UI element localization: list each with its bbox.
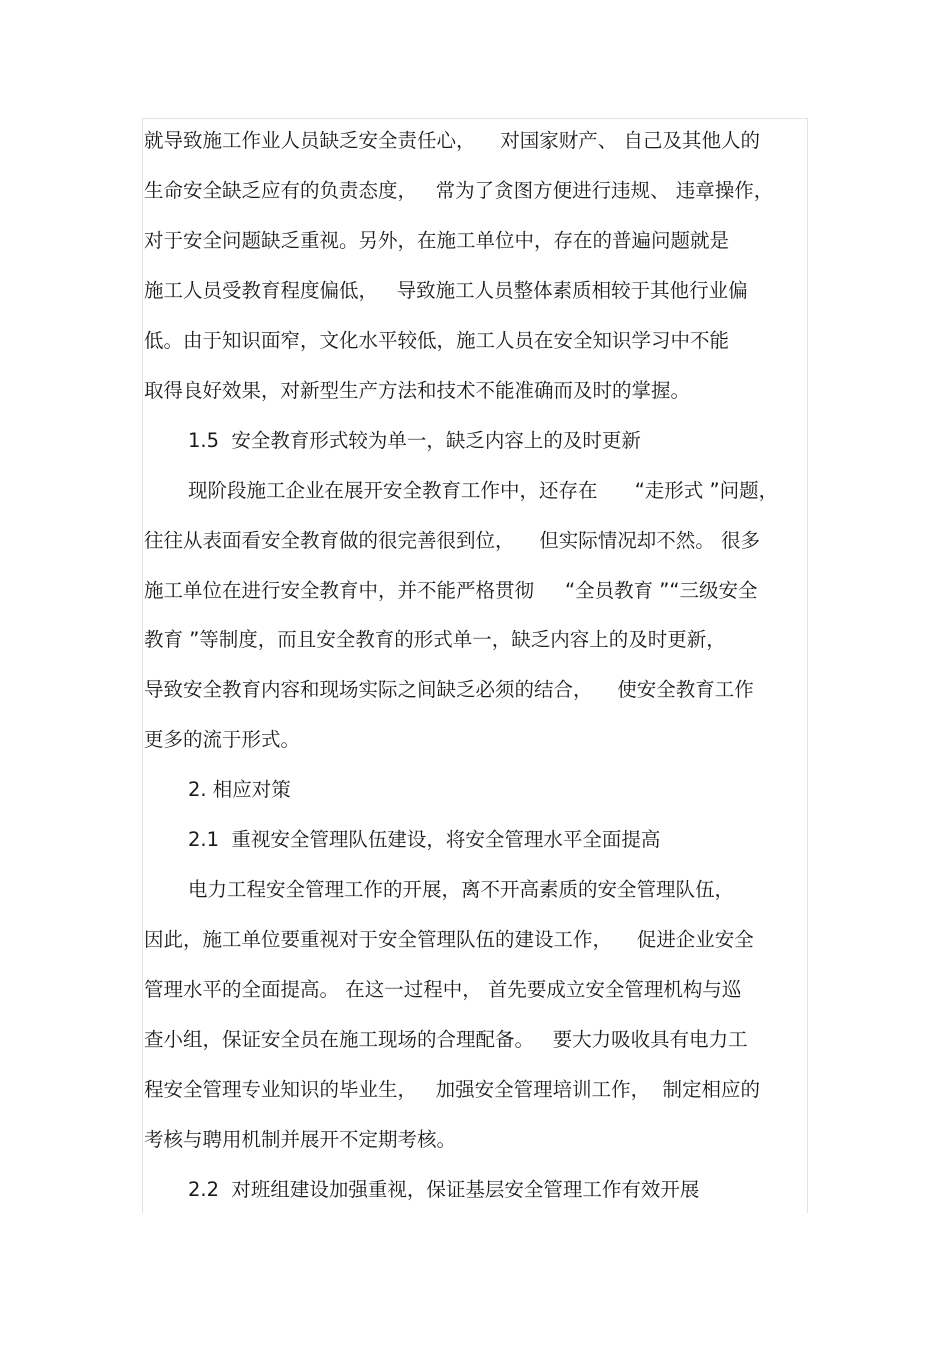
text-line: 施工人员受教育程度偏低， 导致施工人员整体素质相较于其他行业偏 [144, 279, 748, 302]
section-heading: 2. 相应对策 [188, 778, 291, 801]
text-line: 因此，施工单位要重视对于安全管理队伍的建设工作， 促进企业安全 [144, 928, 754, 951]
text-line: 就导致施工作业人员缺乏安全责任心， 对国家财产、 自己及其他人的 [144, 129, 760, 152]
section-heading: 2.2 对班组建设加强重视，保证基层安全管理工作有效开展 [188, 1178, 700, 1201]
section-heading: 2.1 重视安全管理队伍建设，将安全管理水平全面提高 [188, 828, 661, 851]
text-line: 电力工程安全管理工作的开展，离不开高素质的安全管理队伍， [188, 878, 735, 901]
text-line: 教育 ”等制度，而且安全教育的形式单一，缺乏内容上的及时更新， [144, 628, 726, 651]
text-line: 取得良好效果，对新型生产方法和技术不能准确而及时的掌握。 [144, 379, 691, 402]
text-line: 导致安全教育内容和现场实际之间缺乏必须的结合， 使安全教育工作 [144, 678, 754, 701]
text-line: 考核与聘用机制并展开不定期考核。 [144, 1128, 457, 1151]
text-line: 更多的流于形式。 [144, 728, 301, 751]
text-line: 现阶段施工企业在展开安全教育工作中，还存在 “走形式 ”问题， [188, 479, 779, 502]
text-line: 生命安全缺乏应有的负责态度， 常为了贪图方便进行违规、 违章操作， [144, 179, 774, 202]
section-heading: 1.5 安全教育形式较为单一，缺乏内容上的及时更新 [188, 429, 641, 452]
text-line: 查小组，保证安全员在施工现场的合理配备。 要大力吸收具有电力工 [144, 1028, 748, 1051]
text-line: 往往从表面看安全教育做的很完善很到位， 但实际情况却不然。 很多 [144, 529, 760, 552]
text-line: 施工单位在进行安全教育中，并不能严格贯彻 “全员教育 ”“三级安全 [144, 579, 758, 602]
text-line: 管理水平的全面提高。 在这一过程中， 首先要成立安全管理机构与巡 [144, 978, 742, 1001]
text-line: 低。由于知识面窄，文化水平较低，施工人员在安全知识学习中不能 [144, 329, 730, 352]
text-line: 对于安全问题缺乏重视。另外，在施工单位中，存在的普遍问题就是 [144, 229, 730, 252]
text-line: 程安全管理专业知识的毕业生， 加强安全管理培训工作， 制定相应的 [144, 1078, 760, 1101]
